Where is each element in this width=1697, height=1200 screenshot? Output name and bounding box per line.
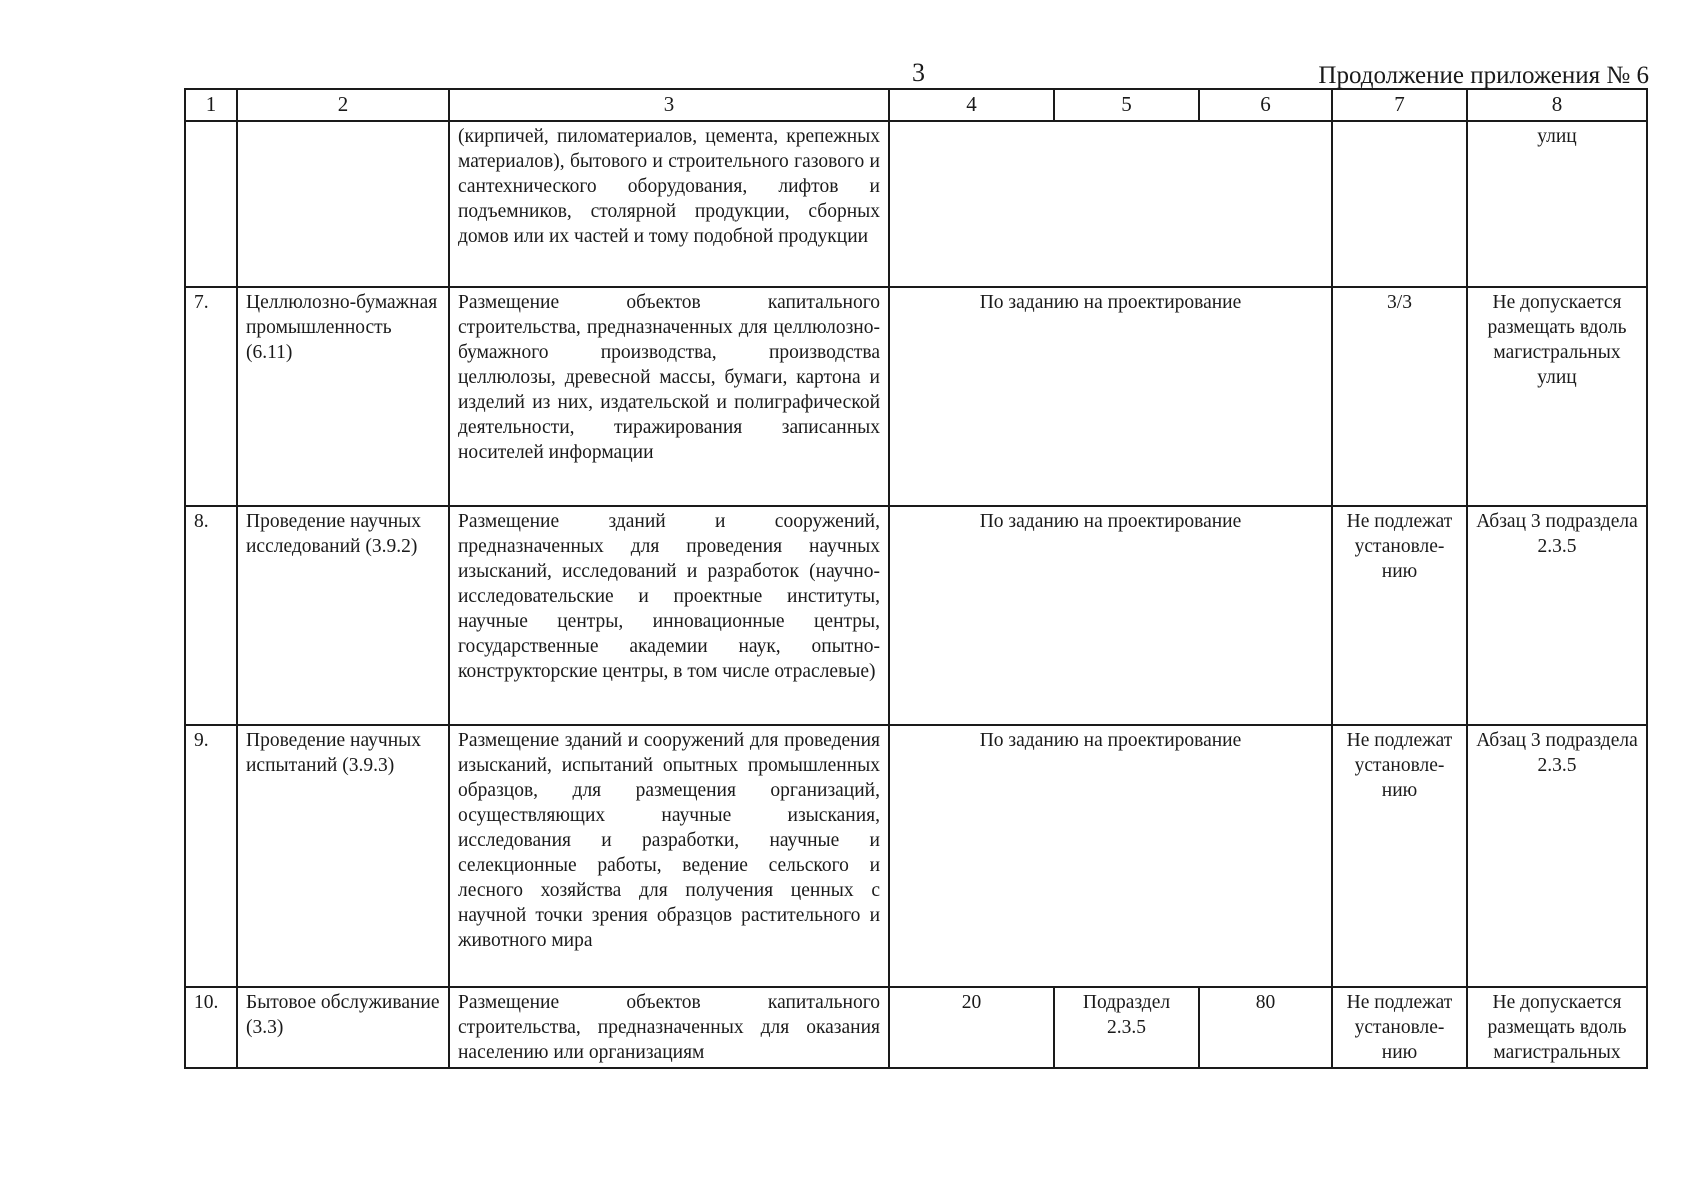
appendix-title: Продолжение приложения № 6 <box>1318 62 1649 89</box>
use-description: Размещение зданий и сооружений, предназначенных для проведения научных изысканий, исследований и разработок (научно-исследовательские и проектные институты, научные центры, инновационные центры, государственные академии наук, опытно-конструкторские центры, в том числе отраслевые) <box>449 506 889 725</box>
table-row <box>185 287 1647 506</box>
row-number: 10. <box>185 987 237 1068</box>
table-row <box>185 506 1647 725</box>
use-type-name: Бытовое обслуживание (3.3) <box>237 987 449 1068</box>
setback-cell: Подраздел 2.3.5 <box>1054 987 1199 1068</box>
floors-cell: 3/3 <box>1332 287 1467 506</box>
table-row <box>185 987 1647 1068</box>
column-header: 4 <box>889 89 1054 121</box>
row-number: 8. <box>185 506 237 725</box>
merged-parameters-cell <box>889 121 1332 287</box>
restrictions-cell: улиц <box>1467 121 1647 287</box>
row-number: 9. <box>185 725 237 987</box>
merged-parameters-cell: По заданию на проектирование <box>889 725 1332 987</box>
column-header: 1 <box>185 89 237 121</box>
merged-parameters-cell: По заданию на проектирование <box>889 287 1332 506</box>
use-type-name <box>237 121 449 287</box>
use-type-name: Проведение научных исследований (3.9.2) <box>237 506 449 725</box>
column-header: 3 <box>449 89 889 121</box>
column-header: 8 <box>1467 89 1647 121</box>
use-description: Размещение объектов капитального строительства, предназначенных для целлюлозно-бумажного производства, производства целлюлозы, древесной массы, бумаги, картона и изделий из них, издательской и полиграфической деятельности, тиражирования записанных носителей информации <box>449 287 889 506</box>
floors-cell: Не подлежат установле-нию <box>1332 987 1467 1068</box>
floors-cell <box>1332 121 1467 287</box>
row-number <box>185 121 237 287</box>
column-header: 2 <box>237 89 449 121</box>
use-description: Размещение зданий и сооружений для проведения изысканий, испытаний опытных промышленных образцов, для размещения организаций, осуществляющих научные изыскания, исследования и разработки, научные и селекционные работы, ведение сельского и лесного хозяйства для получения ценных с научной точки зрения образцов растительного и животного мира <box>449 725 889 987</box>
floors-cell: Не подлежат установле-нию <box>1332 725 1467 987</box>
restrictions-cell: Абзац 3 подраздела 2.3.5 <box>1467 506 1647 725</box>
regulations-table <box>184 88 1648 1069</box>
table-row <box>185 725 1647 987</box>
restrictions-cell: Не допускается размещать вдоль магистральных улиц <box>1467 287 1647 506</box>
coverage-cell: 80 <box>1199 987 1332 1068</box>
use-type-name: Целлюлозно-бумажная промышленность (6.11) <box>237 287 449 506</box>
table-row <box>185 121 1647 287</box>
use-type-name: Проведение научных испытаний (3.9.3) <box>237 725 449 987</box>
column-header: 5 <box>1054 89 1199 121</box>
row-number: 7. <box>185 287 237 506</box>
merged-parameters-cell: По заданию на проектирование <box>889 506 1332 725</box>
page-number: 3 <box>912 58 925 87</box>
restrictions-cell: Не допускается размещать вдоль магистральных <box>1467 987 1647 1068</box>
use-description: Размещение объектов капитального строительства, предназначенных для оказания населению или организациям <box>449 987 889 1068</box>
min-area-cell: 20 <box>889 987 1054 1068</box>
table-header-row <box>185 89 1647 121</box>
column-header: 7 <box>1332 89 1467 121</box>
use-description: (кирпичей, пиломатериалов, цемента, крепежных материалов), бытового и строительного газового и сантехнического оборудования, лифтов и подъемников, столярной продукции, сборных домов или их частей и тому подобной продукции <box>449 121 889 287</box>
column-header: 6 <box>1199 89 1332 121</box>
restrictions-cell: Абзац 3 подраздела 2.3.5 <box>1467 725 1647 987</box>
floors-cell: Не подлежат установле-нию <box>1332 506 1467 725</box>
